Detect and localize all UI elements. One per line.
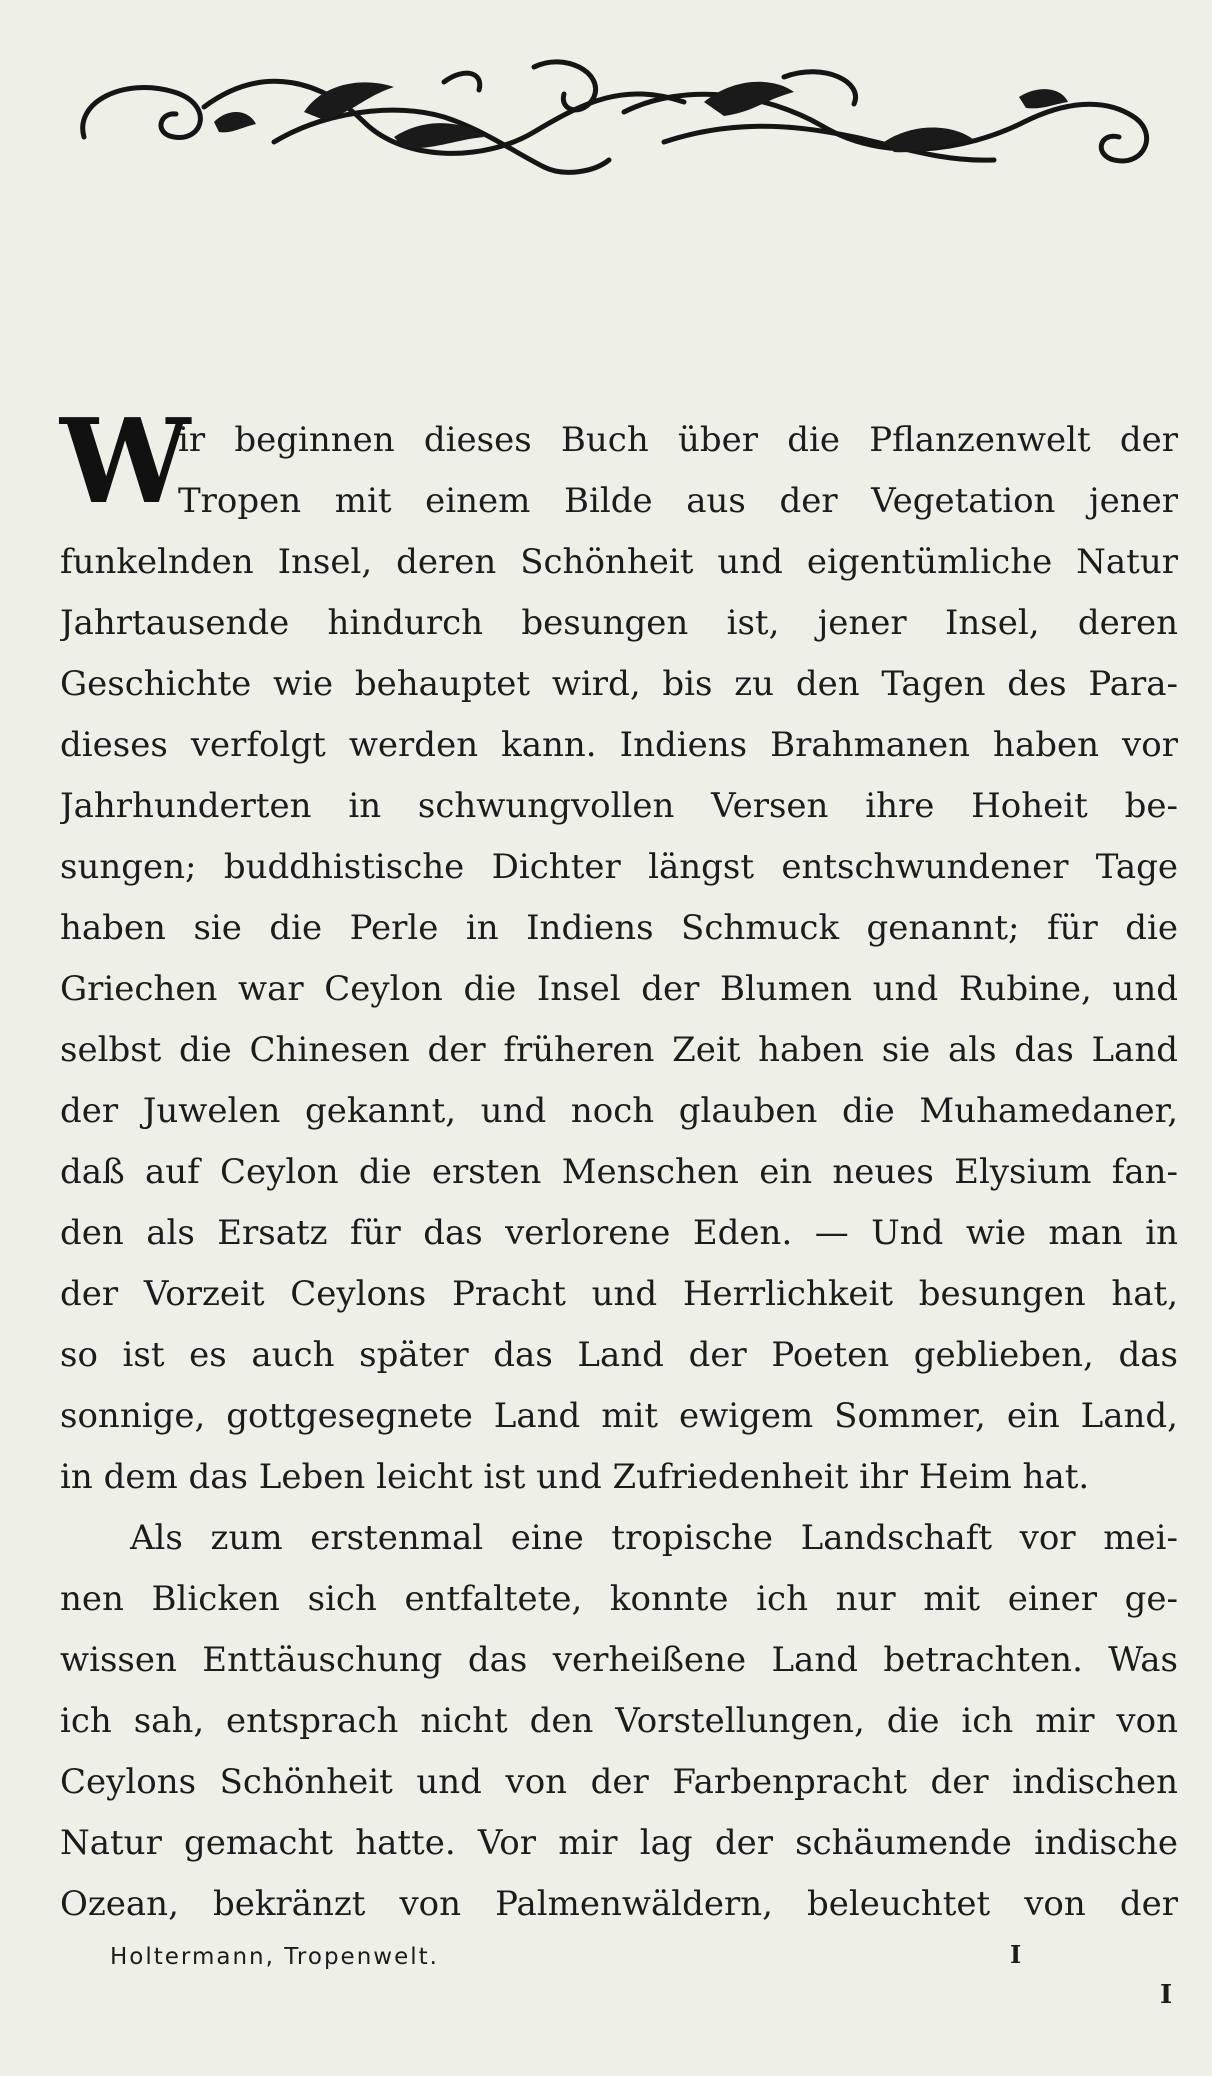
signature-line: Holtermann, Tropenwelt. bbox=[110, 1944, 439, 1970]
floral-ornament-header bbox=[64, 42, 1170, 192]
text-line: den als Ersatz für das verlorene Eden. — Und wie man in bbox=[60, 1213, 1178, 1253]
text-line: ich sah, entsprach nicht den Vorstellungen, die ich mir von bbox=[60, 1701, 1178, 1741]
text-line: Griechen war Ceylon die Insel der Blumen und Rubine, und bbox=[60, 969, 1178, 1009]
text-line: Natur gemacht hatte. Vor mir lag der schäumende indische bbox=[60, 1823, 1178, 1863]
page-number: I bbox=[1160, 1980, 1173, 2010]
text-line: Jahrhunderten in schwungvollen Versen ihre Hoheit be- bbox=[60, 786, 1178, 826]
text-line: nen Blicken sich entfaltete, konnte ich nur mit einer ge- bbox=[60, 1579, 1178, 1619]
text-line: daß auf Ceylon die ersten Menschen ein neues Elysium fan- bbox=[60, 1152, 1178, 1192]
dropcap-letter: W bbox=[60, 394, 191, 530]
text-line: wissen Enttäuschung das verheißene Land betrachten. Was bbox=[60, 1640, 1178, 1680]
text-line: funkelnden Insel, deren Schönheit und eigentümliche Natur bbox=[60, 542, 1178, 582]
text-line: haben sie die Perle in Indiens Schmuck genannt; für die bbox=[60, 908, 1178, 948]
text-line: ir beginnen dieses Buch über die Pflanzenwelt der bbox=[178, 420, 1178, 460]
main-text bbox=[60, 394, 1178, 1935]
text-line: in dem das Leben leicht ist und Zufriedenheit ihr Heim hat. bbox=[60, 1457, 1090, 1497]
text-line: Geschichte wie behauptet wird, bis zu den Tagen des Para- bbox=[60, 664, 1178, 704]
text-line: Jahrtausende hindurch besungen ist, jener Insel, deren bbox=[60, 603, 1178, 643]
sheet-mark: I bbox=[1010, 1940, 1022, 1969]
text-line: sungen; buddhistische Dichter längst entschwundener Tage bbox=[60, 847, 1178, 887]
text-line: der Vorzeit Ceylons Pracht und Herrlichkeit besungen hat, bbox=[60, 1274, 1178, 1314]
text-line: Als zum erstenmal eine tropische Landschaft vor mei- bbox=[130, 1518, 1178, 1558]
text-line: selbst die Chinesen der früheren Zeit haben sie als das Land bbox=[60, 1030, 1178, 1070]
text-line: so ist es auch später das Land der Poeten geblieben, das bbox=[60, 1335, 1178, 1375]
text-line: der Juwelen gekannt, und noch glauben die Muhamedaner, bbox=[60, 1091, 1178, 1131]
text-line: Tropen mit einem Bilde aus der Vegetation jener bbox=[178, 481, 1178, 521]
text-line: dieses verfolgt werden kann. Indiens Brahmanen haben vor bbox=[60, 725, 1178, 765]
text-line: Ozean, bekränzt von Palmenwäldern, beleuchtet von der bbox=[60, 1884, 1178, 1924]
text-line: sonnige, gottgesegnete Land mit ewigem Sommer, ein Land, bbox=[60, 1396, 1178, 1436]
text-line: Ceylons Schönheit und von der Farbenpracht der indischen bbox=[60, 1762, 1178, 1802]
